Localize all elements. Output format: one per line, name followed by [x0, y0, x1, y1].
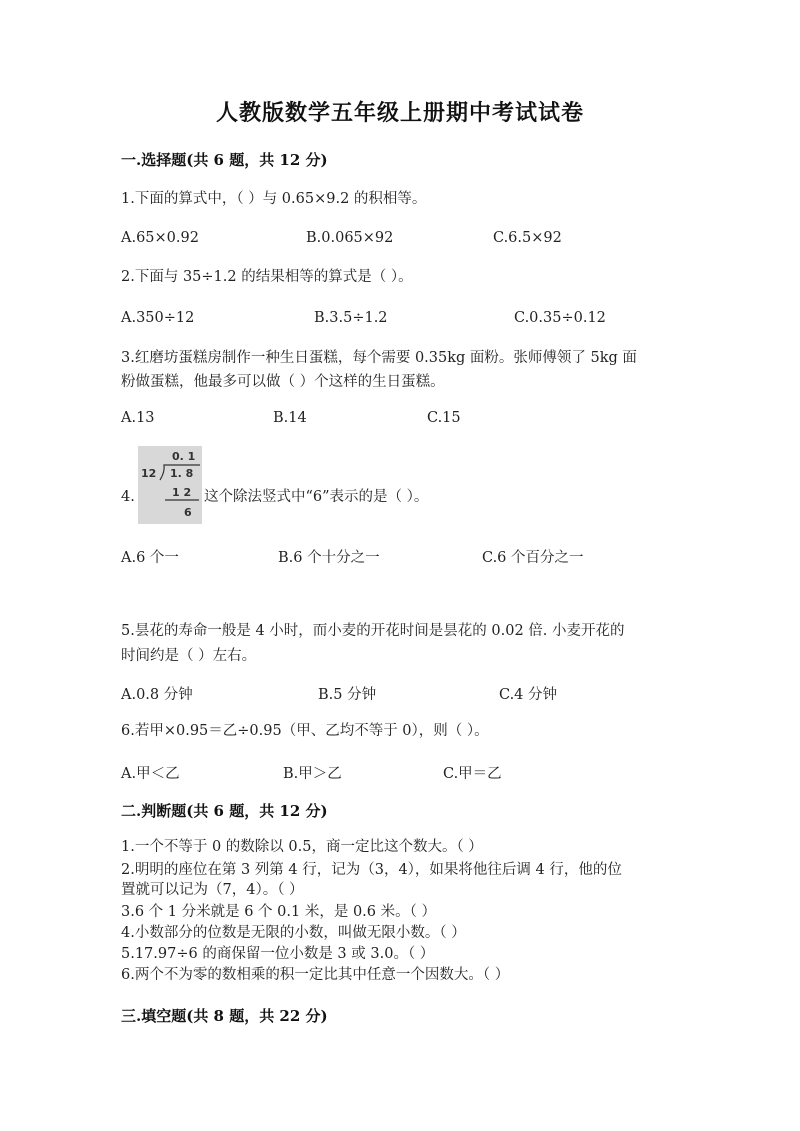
question-3-option-b: B.14	[273, 410, 307, 426]
question-1-option-c: C.6.5×92	[493, 230, 562, 246]
figure-dividend: 1. 8	[170, 467, 194, 480]
long-division-figure	[138, 446, 202, 524]
question-3-stem-line1: 3.红磨坊蛋糕房制作一种生日蛋糕，每个需要 0.35kg 面粉。张师傅领了 5kg 面	[121, 350, 637, 366]
question-5-stem-line2: 时间约是（ ）左右。	[121, 648, 257, 664]
question-4-number: 4.	[121, 489, 135, 505]
section-heading-choice: 一.选择题(共 6 题，共 12 分)	[121, 151, 328, 169]
figure-product: 1 2	[172, 486, 192, 499]
question-5-option-c: C.4 分钟	[499, 687, 558, 703]
question-6-stem: 6.若甲×0.95＝乙÷0.95（甲、乙均不等于 0），则（ ）。	[121, 723, 489, 739]
question-5-stem-line1: 5.昙花的寿命一般是 4 小时，而小麦的开花时间是昙花的 0.02 倍. 小麦开花的	[121, 623, 625, 639]
question-2-option-a: A.350÷12	[121, 310, 195, 326]
figure-remainder: 6	[184, 506, 192, 519]
question-4-option-b: B.6 个十分之一	[278, 550, 380, 566]
question-4-option-c: C.6 个百分之一	[482, 550, 584, 566]
question-3-option-c: C.15	[427, 410, 461, 426]
question-2-option-b: B.3.5÷1.2	[314, 310, 388, 326]
page-title: 人教版数学五年级上册期中考试试卷	[215, 100, 584, 126]
question-6-option-b: B.甲＞乙	[283, 766, 342, 782]
question-6-option-a: A.甲＜乙	[121, 766, 180, 782]
judge-item-5: 5.17.97÷6 的商保留一位小数是 3 或 3.0。（ ）	[121, 946, 435, 962]
question-1-option-b: B.0.065×92	[306, 230, 394, 246]
judge-item-1: 1.一个不等于 0 的数除以 0.5，商一定比这个数大。（ ）	[121, 839, 483, 855]
judge-item-6: 6.两个不为零的数相乘的积一定比其中任意一个因数大。（ ）	[121, 967, 510, 983]
judge-item-3: 3.6 个 1 分米就是 6 个 0.1 米，是 0.6 米。（ ）	[121, 904, 436, 920]
section-heading-judge: 二.判断题(共 6 题，共 12 分)	[121, 802, 328, 820]
section-heading-fill: 三.填空题(共 8 题，共 22 分)	[121, 1007, 328, 1025]
judge-item-2-line2: 置就可以记为（7，4）。（ ）	[121, 882, 304, 898]
question-5-option-b: B.5 分钟	[318, 687, 377, 703]
question-3-stem-line2: 粉做蛋糕，他最多可以做（ ）个这样的生日蛋糕。	[121, 374, 445, 390]
question-5-option-a: A.0.8 分钟	[121, 687, 193, 703]
question-1-stem: 1.下面的算式中，（ ）与 0.65×9.2 的积相等。	[121, 191, 427, 207]
judge-item-2-line1: 2.明明的座位在第 3 列第 4 行，记为（3，4），如果将他往后调 4 行，他的位	[121, 862, 622, 878]
judge-item-4: 4.小数部分的位数是无限的小数，叫做无限小数。（ ）	[121, 925, 466, 941]
question-2-option-c: C.0.35÷0.12	[514, 310, 606, 326]
question-2-stem: 2.下面与 35÷1.2 的结果相等的算式是（ ）。	[121, 269, 413, 285]
question-1-option-a: A.65×0.92	[121, 230, 199, 246]
question-3-option-a: A.13	[121, 410, 155, 426]
question-4-option-a: A.6 个一	[121, 550, 179, 566]
question-6-option-c: C.甲＝乙	[443, 766, 502, 782]
question-4-stem: 这个除法竖式中“6”表示的是（ ）。	[204, 489, 429, 505]
figure-divisor: 12	[141, 467, 157, 480]
figure-quotient: 0. 1	[172, 450, 196, 463]
